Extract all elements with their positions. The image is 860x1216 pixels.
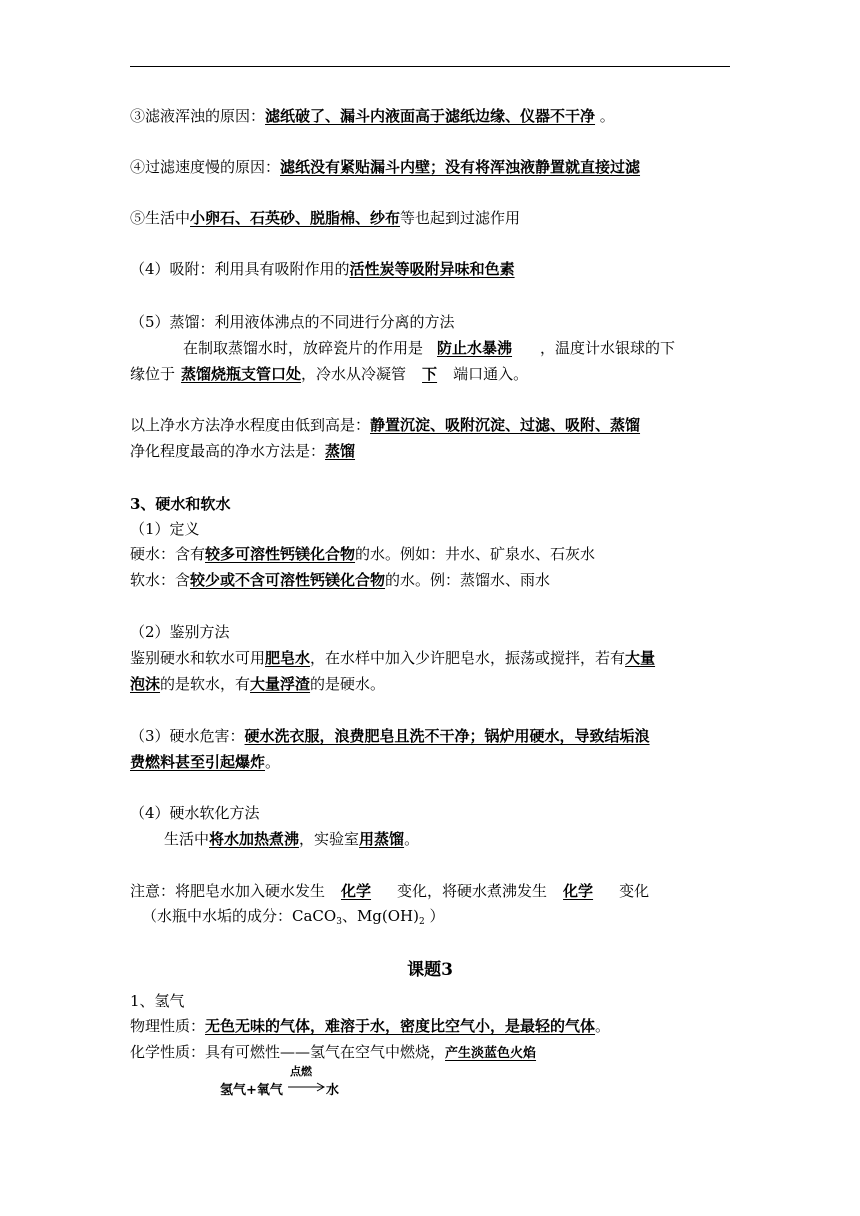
answer: 静置沉淀、吸附沉淀、过滤、吸附、蒸馏 <box>370 416 641 434</box>
subscript: 2 <box>418 917 425 927</box>
distillation-title: （5）蒸馏：利用液体沸点的不同进行分离的方法 <box>130 313 455 331</box>
distillation-line-2 <box>183 337 675 359</box>
distillation-line-3 <box>130 363 528 385</box>
label: 的水。例如：井水、矿泉水、石灰水 <box>355 545 596 563</box>
equation-left: 氢气+氧气 <box>220 1083 283 1098</box>
lesson-title: 课题3 <box>407 960 453 980</box>
definition-title: （1）定义 <box>130 520 200 538</box>
answer: 泡沫 <box>130 675 161 693</box>
answer: 大量浮渣 <box>250 675 311 693</box>
answer: 蒸馏烧瓶支管口处 <box>181 365 302 383</box>
label: 。 <box>265 753 281 771</box>
label: ，温度计水银球的下 <box>540 339 676 357</box>
label: 生活中 <box>164 830 210 848</box>
label: ，在水样中加入少许肥皂水，振荡或搅拌，若有 <box>310 649 626 667</box>
label: 鉴别硬水和软水可用 <box>130 649 266 667</box>
answer: 无色无味的气体，难溶于水，密度比空气小，是最轻的气体 <box>205 1017 596 1035</box>
answer: 产生淡蓝色火焰 <box>445 1046 537 1061</box>
answer: 较少或不含可溶性钙镁化合物 <box>190 571 386 589</box>
label: 端口通入。 <box>453 365 529 383</box>
hard-water-definition <box>130 543 595 565</box>
label: 的水。例：蒸馏水、雨水 <box>385 571 551 589</box>
chemical-properties-line <box>130 1041 536 1065</box>
identification-line-1 <box>130 647 655 669</box>
header-rule <box>130 66 730 67</box>
daily-filter-line <box>130 207 520 229</box>
answer: 滤纸没有紧贴漏斗内壁；没有将浑浊液静置就直接过滤 <box>280 158 641 176</box>
equation-condition: 点燃 <box>290 1065 312 1078</box>
subscript: 3 <box>336 917 342 927</box>
answer: 硬水洗衣服，浪费肥皂且洗不干净；锅炉用硬水，导致结垢浪 <box>244 727 650 745</box>
answer: 肥皂水 <box>265 649 311 667</box>
label: 注意：将肥皂水加入硬水发生 <box>130 882 326 900</box>
label: （4）吸附：利用具有吸附作用的 <box>130 260 350 278</box>
answer: 下 <box>422 365 438 383</box>
label: ③滤液浑浊的原因： <box>130 107 266 125</box>
note-line <box>130 880 649 902</box>
label: 缘位于 <box>130 365 176 383</box>
label: （3）硬水危害： <box>130 727 245 745</box>
label: ） <box>424 907 445 925</box>
answer: 化学 <box>341 882 372 900</box>
label: 以上净水方法净水程度由低到高是： <box>130 416 371 434</box>
label: 硬水：含有 <box>130 545 206 563</box>
suffix: 。 <box>595 107 615 125</box>
section-heading-hard-soft-water: 3、硬水和软水 <box>130 495 231 513</box>
identification-title: （2）鉴别方法 <box>130 623 230 641</box>
label: ④过滤速度慢的原因： <box>130 158 281 176</box>
answer: 将水加热煮沸 <box>209 830 300 848</box>
softening-title: （4）硬水软化方法 <box>130 804 260 822</box>
answer: 大量 <box>625 649 656 667</box>
label: 。 <box>404 830 420 848</box>
filter-slow-line <box>130 156 640 178</box>
label: 、Mg(OH) <box>341 907 419 925</box>
suffix: 等也起到过滤作用 <box>400 209 521 227</box>
label: 的是硬水。 <box>310 675 386 693</box>
label: ，实验室 <box>299 830 360 848</box>
answer: 活性炭 <box>349 260 395 278</box>
answer-mid: 等 <box>394 260 410 278</box>
label: 物理性质： <box>130 1017 206 1035</box>
hydrogen-heading: 1、氢气 <box>130 992 185 1010</box>
label: 。 <box>595 1017 611 1035</box>
scale-composition-line <box>142 905 445 933</box>
label: 在制取蒸馏水时，放碎瓷片的作用是 <box>183 339 424 357</box>
label: 软水：含 <box>130 571 191 589</box>
label: 的是软水，有 <box>160 675 251 693</box>
label: （水瓶中水垢的成分：CaCO <box>142 907 337 925</box>
label: 变化，将硬水煮沸发生 <box>397 882 548 900</box>
purification-order-line <box>130 414 640 436</box>
answer: 蒸馏 <box>325 442 356 460</box>
label: ，冷水从冷凝管 <box>301 365 407 383</box>
hard-water-harm-line-2 <box>130 751 280 773</box>
label: 变化 <box>619 882 650 900</box>
equation-arrow <box>287 1080 327 1094</box>
identification-line-2 <box>130 673 385 695</box>
answer: 吸附异味和色素 <box>409 260 515 278</box>
answer: 较多可溶性钙镁化合物 <box>205 545 356 563</box>
hard-water-harm-line-1 <box>130 725 650 747</box>
label: ⑤生活中 <box>130 209 191 227</box>
answer: 滤纸破了、漏斗内液面高于滤纸边缘、仪器不干净 <box>265 107 596 125</box>
label: 化学性质：具有可燃性——氢气在空气中燃烧， <box>130 1043 446 1061</box>
equation-right: 水 <box>326 1083 340 1098</box>
softening-methods <box>164 828 419 850</box>
soft-water-definition <box>130 569 550 591</box>
filtrate-turbid-line <box>130 105 615 127</box>
answer: 小卵石、石英砂、脱脂棉、纱布 <box>190 209 401 227</box>
highest-purification-line <box>130 440 355 462</box>
physical-properties-line <box>130 1015 610 1037</box>
answer: 化学 <box>563 882 594 900</box>
answer: 费燃料甚至引起爆炸 <box>130 753 266 771</box>
answer: 防止水暴沸 <box>437 339 513 357</box>
adsorption-line <box>130 258 515 280</box>
answer: 用蒸馏 <box>359 830 405 848</box>
label: 净化程度最高的净水方法是： <box>130 442 326 460</box>
